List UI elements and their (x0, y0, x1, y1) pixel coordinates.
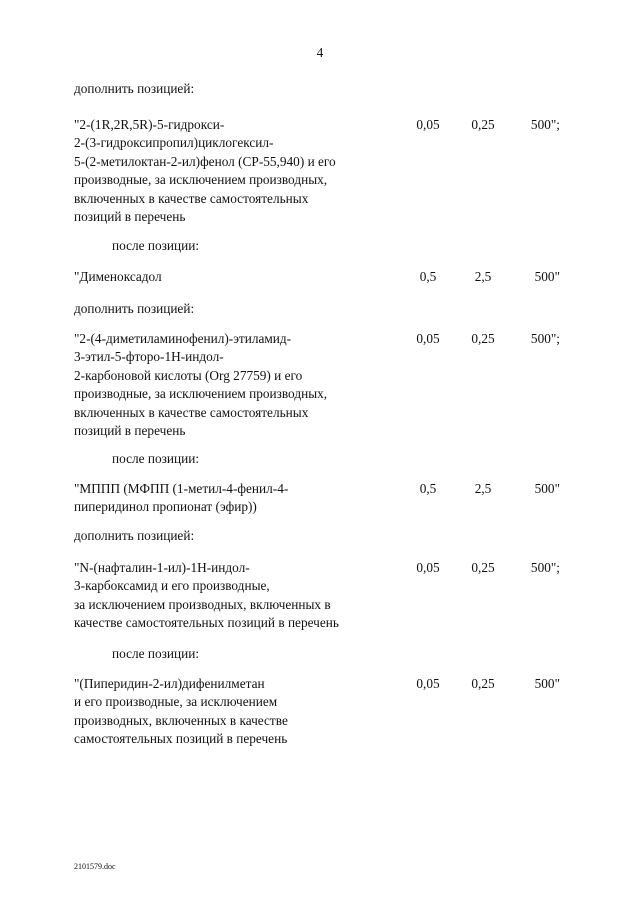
substance-name: "МППП (МФПП (1-метил-4-фенил-4- пиперидинол пропионат (эфир)) (74, 481, 289, 515)
list-item (74, 480, 574, 517)
value-1: 0,5 (419, 481, 437, 496)
value-1: 0,05 (416, 560, 440, 575)
value-1: 0,5 (419, 269, 437, 284)
heading-add-position: дополнить позицией: (74, 81, 195, 96)
list-item (74, 268, 574, 286)
value-2: 2,5 (474, 481, 492, 496)
value-1: 0,05 (416, 117, 440, 132)
document-filename: 2101579.doc (74, 862, 116, 871)
value-3: 500" (534, 481, 560, 496)
value-2: 2,5 (474, 269, 492, 284)
heading-add-position: дополнить позицией: (74, 301, 195, 316)
value-2: 0,25 (471, 117, 495, 132)
substance-name: "(Пиперидин-2-ил)дифенилметан и его производные, за исключением производных, включенных в качестве самостоятельных позиций в перечень (74, 676, 288, 747)
page-number: 4 (316, 45, 324, 60)
substance-name: "2-(4-диметиламинофенил)-этиламид- 3-этил-5-фторо-1Н-индол- 2-карбоновой кислоты (Org 27759) и его производные, за исключением производных, включенных в качестве самостоятельных позиций в перечень (74, 331, 328, 439)
value-1: 0,05 (416, 676, 440, 691)
value-3: 500"; (530, 560, 560, 575)
value-3: 500" (534, 676, 560, 691)
value-2: 0,25 (471, 676, 495, 691)
value-3: 500" (534, 269, 560, 284)
list-item (74, 330, 574, 440)
substance-name: "N-(нафталин-1-ил)-1Н-индол- 3-карбоксамид и его производные, за исключением производных, включенных в качестве самостоятельных позиций в перечень (74, 560, 339, 631)
value-3: 500"; (530, 331, 560, 346)
list-item (74, 116, 574, 226)
heading-after-position: после позиции: (112, 451, 200, 466)
heading-after-position: после позиции: (112, 238, 200, 253)
heading-after-position: после позиции: (112, 646, 200, 661)
value-2: 0,25 (471, 331, 495, 346)
list-item (74, 675, 574, 749)
value-1: 0,05 (416, 331, 440, 346)
value-2: 0,25 (471, 560, 495, 575)
substance-name: "Дименоксадол (74, 269, 162, 284)
list-item (74, 559, 574, 633)
substance-name: "2-(1R,2R,5R)-5-гидрокси- 2-(3-гидроксипропил)циклогексил- 5-(2-метилоктан-2-ил)фенол (СР-55,940) и его производные, за исключением производных, включенных в качестве самостоятельных позиций в перечень (74, 117, 336, 225)
heading-add-position: дополнить позицией: (74, 528, 195, 543)
value-3: 500"; (530, 117, 560, 132)
